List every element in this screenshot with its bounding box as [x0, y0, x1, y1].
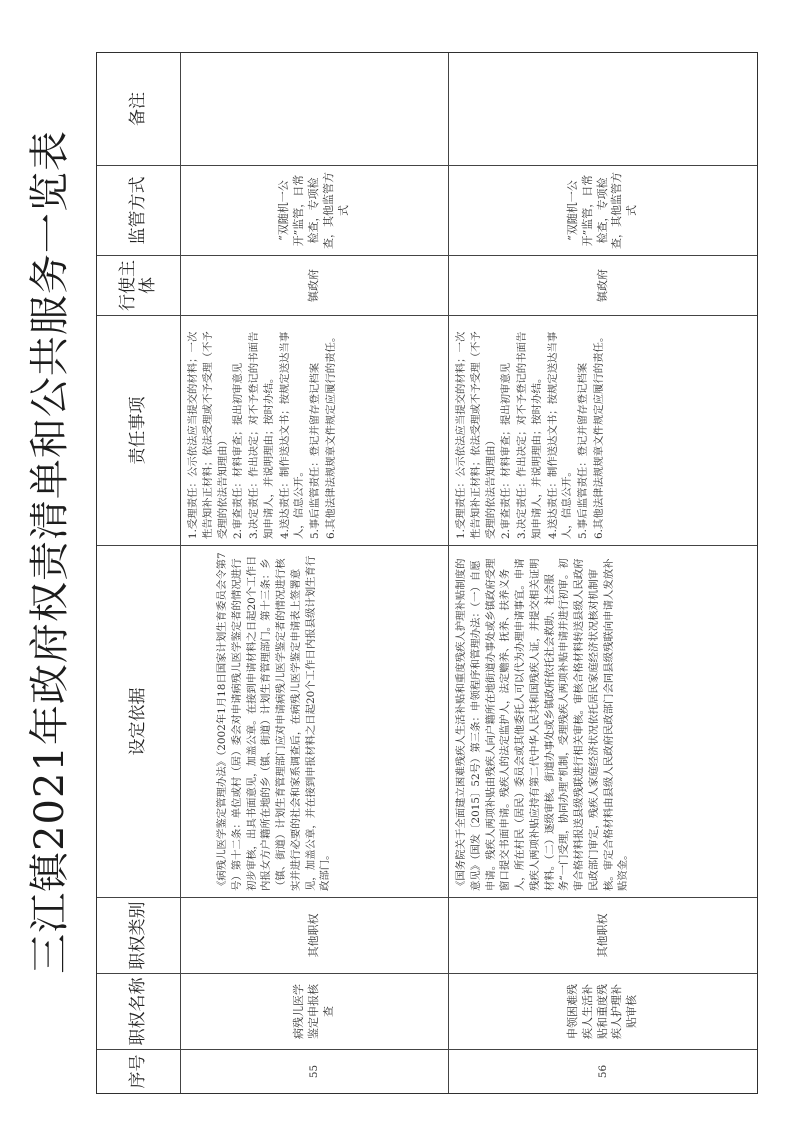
- row-55-name: 病残儿医学鉴定申报核查: [181, 973, 449, 1049]
- responsibility-table: [96, 52, 758, 1094]
- row-55-seq: 55: [181, 1049, 449, 1093]
- row-55-subject: 镇政府: [181, 255, 449, 315]
- row-55-remarks: [181, 53, 449, 165]
- duty-item: 5.事后监管责任：登记并留存登记档案: [309, 362, 322, 539]
- row-55-duties: [181, 315, 449, 545]
- row-56-seq: 56: [449, 1049, 757, 1093]
- document-title: 三江镇2021年政府权责清单和公共服务一览表: [27, 130, 73, 974]
- row-56-category: 其他职权: [449, 897, 757, 973]
- row-56-remarks: [449, 53, 757, 165]
- duty-item: 4.送达责任：制作送达文书；按规定送达当事人，信息公开。: [278, 331, 306, 539]
- header-supervision: 监管方式: [97, 165, 181, 255]
- row-55-category: 其他职权: [181, 897, 449, 973]
- header-name: 职权名称: [97, 973, 181, 1049]
- duty-item: 6.其他法律法规规章文件规定应履行的责任。: [324, 331, 337, 539]
- row-55-basis: 《病残儿医学鉴定管理办法》（2002年1月18日国家计划生育委员会令第7号）第十二条：单位或村（居）委会对申请病残儿医学鉴定者的情况进行初步审核，出具书面意见，加盖公章。在接到申请材料之日起20个工作日内报女方户籍所在地的乡（镇、街道）计划生育管理部门。第十三条：乡（镇、街道）计划生育管理部门应对申请病残儿医学鉴定者的情况进行核实并进行必要的社会和家系调查后，在病残儿医学鉴定申请表上签署意见，加盖公章，并在接到申报材料之日起20个工作日内报县级计划生育行政部门。: [181, 545, 449, 897]
- header-basis: 设定依据: [97, 545, 181, 897]
- row-56-supervision: “双随机一公开”监管，日常检查，专项检查，其他监管方式: [449, 165, 757, 255]
- duty-item: 2.审查责任：材料审查；提出初审意见: [500, 362, 513, 539]
- duty-item: 6.其他法律法规规章文件规定应履行的责任。: [592, 331, 605, 539]
- header-remarks: 备注: [97, 53, 181, 165]
- duty-item: 3.决定责任：作出决定；对不予登记的书面告知申请人，并说明理由；按时办结。: [516, 331, 543, 539]
- row-56-name: 申领困难残疾人生活补贴和重度残疾人护理补贴审核: [449, 973, 757, 1049]
- header-seq: 序号: [97, 1049, 181, 1093]
- header-subject: 行使主体: [97, 255, 181, 315]
- duty-item: 4.送达责任：制作送达文书；按规定送达当事人，信息公开。: [546, 331, 574, 539]
- duty-item: 3.决定责任：作出决定；对不予登记的书面告知申请人，并说明理由；按时办结。: [248, 331, 275, 539]
- header-duties: 责任事项: [97, 315, 181, 545]
- header-category: 职权类别: [97, 897, 181, 973]
- row-55-supervision: “双随机一公开”监管，日常检查，专项检查，其他监管方式: [181, 165, 449, 255]
- row-56-subject: 镇政府: [449, 255, 757, 315]
- duty-item: 5.事后监管责任：登记并留存登记档案: [577, 362, 590, 539]
- duty-item: 1.受理责任：公示依法应当提交的材料；一次性告知补正材料；依法受理或不予受理（不予受理的依法告知理由）: [455, 331, 497, 539]
- row-56-basis: 《国务院关于全面建立困难残疾人生活补贴和重度残疾人护理补贴制度的意见》（国发〔2015〕52号）第三条：申领程序和管理办法：（一）自愿申请。残疾人两项补贴由残疾人向户籍所在地街道办事处或乡镇政府受理窗口提交书面申请。残疾人的法定监护人，法定赡养、抚养、扶养义务人，所在村民（居民）委员会或其他委托人可以代为办理申请事宜。申请残疾人两项补贴应持有第二代中华人民共和国残疾人证，并提交相关证明材料。（二）逐级审核。街道办事处或乡镇政府依托社会救助、社会服务“一门受理，协同办理”机制，受理残疾人两项补贴申请并进行初审。初审合格材料报送县级残联进行相关审核。审核合格材料转送县级人民政府民政部门审定，残疾人家庭经济状况依托居民家庭经济状况核对机制审核。审定合格材料由县级人民政府民政部门会同县级残联向申请人发放补贴资金。: [449, 545, 757, 897]
- duty-item: 1.受理责任：公示依法应当提交的材料；一次性告知补正材料；依法受理或不予受理（不予受理的依法告知理由）: [187, 331, 229, 539]
- duty-item: 2.审查责任：材料审查；提出初审意见: [232, 362, 245, 539]
- row-56-duties: [449, 315, 757, 545]
